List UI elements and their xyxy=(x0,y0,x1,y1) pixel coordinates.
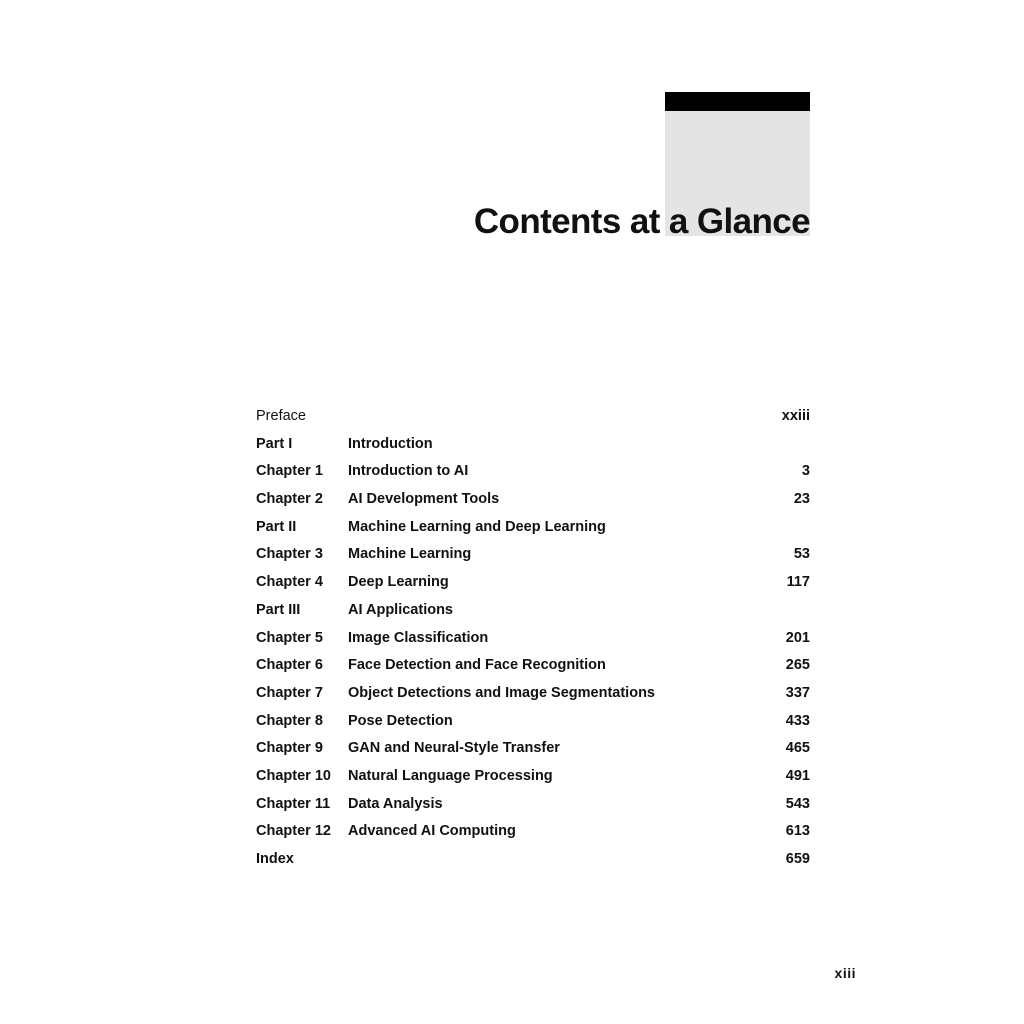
toc-chapter xyxy=(256,541,810,569)
toc-entry-label: Chapter 1 xyxy=(256,463,323,480)
toc-entry-page: 613 xyxy=(785,823,810,840)
toc-entry-title: Introduction xyxy=(348,435,433,452)
toc-entry-label: Chapter 11 xyxy=(256,795,331,812)
toc-entry-title: Object Detections and Image Segmentations xyxy=(348,684,655,701)
title-decoration-bar xyxy=(665,92,810,111)
toc-entry-title: AI Applications xyxy=(348,601,453,618)
page-number: xiii xyxy=(834,965,856,981)
toc-part xyxy=(256,514,810,542)
toc-entry-label: Chapter 8 xyxy=(256,712,323,729)
toc-entry-page: 53 xyxy=(793,546,810,563)
toc-entry-label: Chapter 6 xyxy=(256,657,323,674)
toc-entry-page: 201 xyxy=(785,629,810,646)
toc-entry-title: Pose Detection xyxy=(348,712,453,729)
toc-entry-label: Chapter 9 xyxy=(256,740,323,757)
toc-entry-title: AI Development Tools xyxy=(348,491,500,508)
toc-entry-label: Chapter 5 xyxy=(256,629,323,646)
toc-entry-title: Advanced AI Computing xyxy=(348,823,516,840)
toc-entry-title: Data Analysis xyxy=(348,795,443,812)
toc-entry-title: Deep Learning xyxy=(348,574,449,591)
toc-part xyxy=(256,431,810,459)
toc-entry-title: Natural Language Processing xyxy=(348,767,553,784)
toc-entry-page: 543 xyxy=(785,795,810,812)
toc-entry-page: 465 xyxy=(785,740,810,757)
toc-chapter xyxy=(256,680,810,708)
toc-entry-title: Image Classification xyxy=(348,629,489,646)
toc-chapter xyxy=(256,486,810,514)
toc-entry-title: Machine Learning xyxy=(348,546,472,563)
toc-entry-label: Index xyxy=(256,851,294,867)
toc-entry-page: 337 xyxy=(785,684,810,701)
toc-entry-label: Chapter 7 xyxy=(256,684,323,701)
toc-chapter xyxy=(256,818,810,846)
toc-chapter xyxy=(256,708,810,736)
toc-chapter xyxy=(256,735,810,763)
toc-entry-label: Chapter 3 xyxy=(256,546,323,563)
table-of-contents xyxy=(256,403,810,874)
toc-entry-page: xxiii xyxy=(781,408,810,424)
toc-entry-label: Part II xyxy=(256,518,297,535)
toc-entry-title: Face Detection and Face Recognition xyxy=(348,657,606,674)
toc-entry-page: 23 xyxy=(793,491,810,508)
toc-entry-label: Preface xyxy=(256,408,306,424)
toc-entry-page: 491 xyxy=(785,767,810,784)
toc-entry-page: 265 xyxy=(785,657,810,674)
toc-part xyxy=(256,597,810,625)
toc-chapter xyxy=(256,458,810,486)
toc-entry xyxy=(256,403,810,431)
toc-entry-page: 117 xyxy=(786,574,810,591)
toc-entry-label: Chapter 12 xyxy=(256,823,331,840)
toc-entry-page: 433 xyxy=(785,712,810,729)
toc-entry-label: Chapter 4 xyxy=(256,574,323,591)
toc-entry-label: Chapter 2 xyxy=(256,491,323,508)
toc-entry-page: 659 xyxy=(785,851,810,867)
toc-entry-title: Introduction to AI xyxy=(348,463,469,480)
toc-chapter xyxy=(256,791,810,819)
page-title: Contents at a Glance xyxy=(473,202,810,241)
toc-chapter xyxy=(256,569,810,597)
toc-entry-label: Part I xyxy=(256,435,293,452)
toc-chapter xyxy=(256,763,810,791)
toc-entry-title: GAN and Neural-Style Transfer xyxy=(348,740,560,757)
toc-entry-label: Chapter 10 xyxy=(256,767,331,784)
toc-chapter xyxy=(256,652,810,680)
toc-chapter xyxy=(256,625,810,653)
toc-entry-title: Machine Learning and Deep Learning xyxy=(348,518,606,535)
toc-entry-page: 3 xyxy=(801,463,810,480)
toc-entry-label: Part III xyxy=(256,601,301,618)
toc-index xyxy=(256,846,810,874)
